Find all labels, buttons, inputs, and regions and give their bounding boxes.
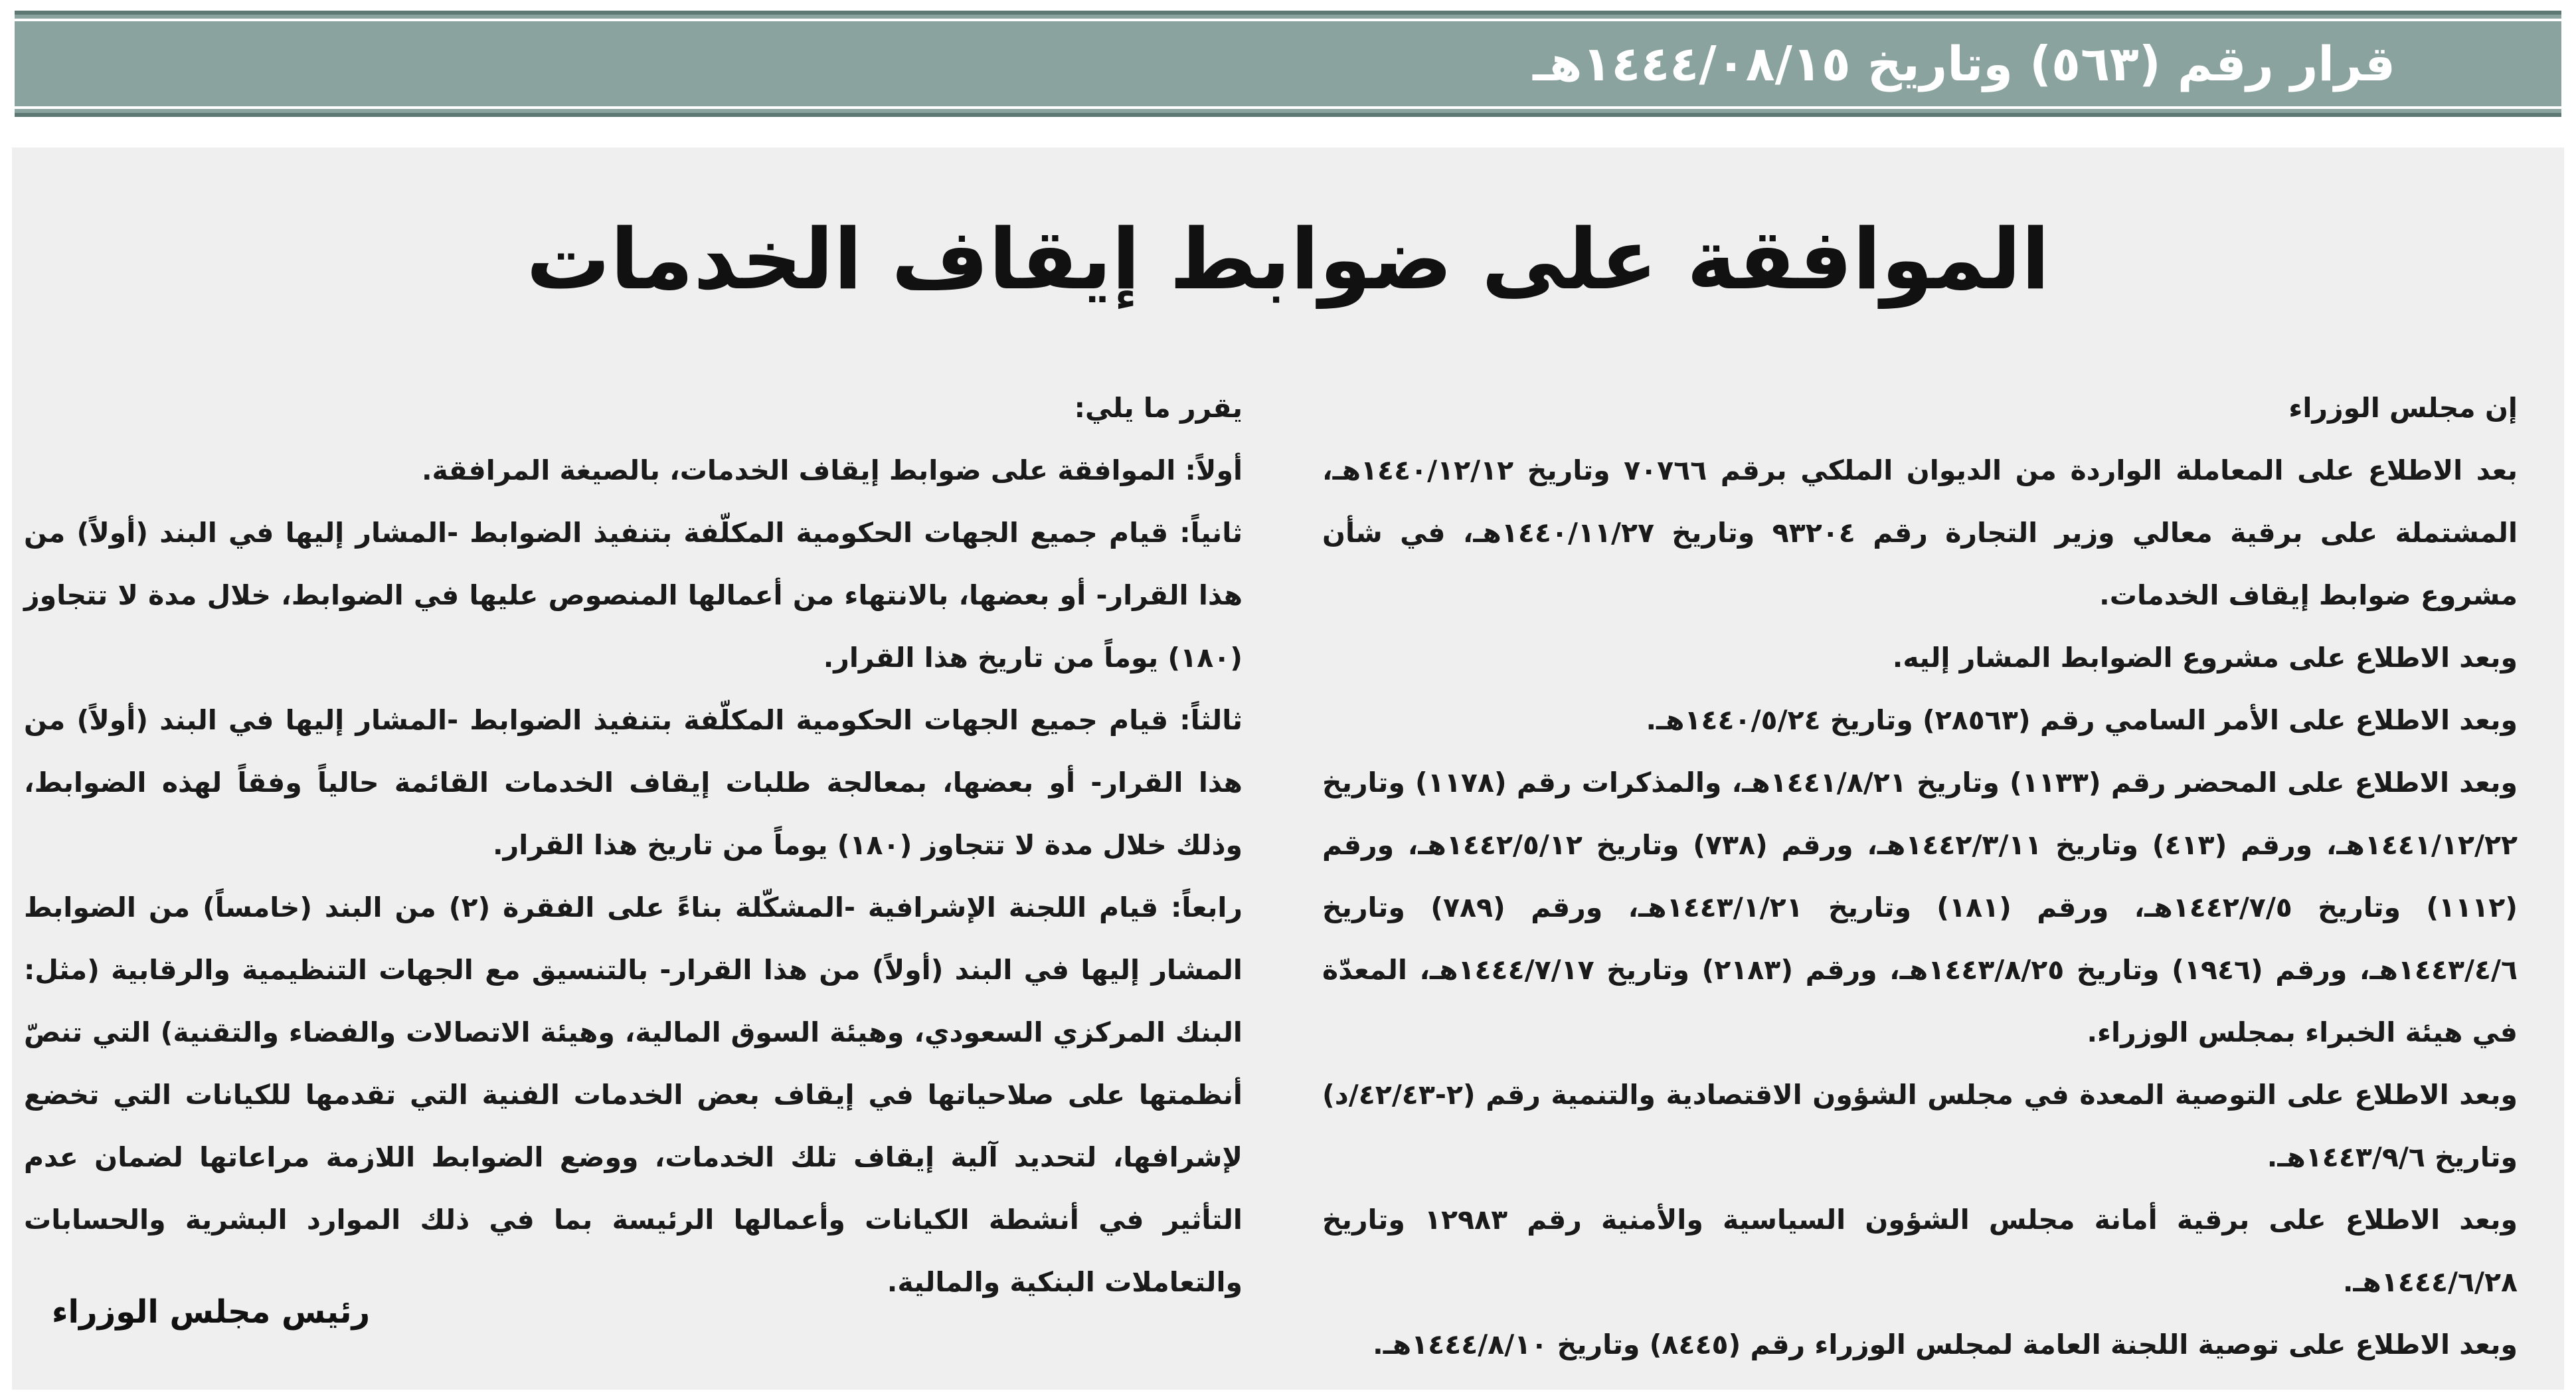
preamble-paragraph: وبعد الاطلاع على الأمر السامي رقم (٢٨٥٦٣) وتاريخ ١٤٤٠/٥/٢٤هـ. (1646, 704, 2518, 736)
document-panel (12, 147, 2564, 1390)
page-title: الموافقة على ضوابط إيقاف الخدمات (526, 211, 2050, 308)
decision-paragraph: يقرر ما يلي: (1074, 392, 1243, 424)
signature: رئيس مجلس الوزراء (52, 1293, 371, 1331)
decision-paragraph: ثالثاً: قيام جميع الجهات الحكومية المكلّفة بتنفيذ الضوابط -المشار إليها في البند (أولاً) من هذا القرار- أو بعضها، بمعالجة طلبات إيقاف الخدمات القائمة حالياً وفقاً لهذه الضوابط، وذلك خلال مدة لا تتجاوز (١٨٠) يوماً من تاريخ هذا القرار. (24, 704, 1243, 861)
preamble-paragraph: وبعد الاطلاع على التوصية المعدة في مجلس الشؤون الاقتصادية والتنمية رقم (٢-٤٢/٤٣/د) وتاريخ ١٤٤٣/٩/٦هـ. (1322, 1079, 2518, 1173)
preamble-paragraph: وبعد الاطلاع على مشروع الضوابط المشار إليه. (1892, 642, 2518, 674)
preamble-paragraph: وبعد الاطلاع على برقية أمانة مجلس الشؤون السياسية والأمنية رقم ١٢٩٨٣ وتاريخ ١٤٤٤/٦/٢٨هـ. (1322, 1204, 2518, 1298)
preamble-paragraph: وبعد الاطلاع على المحضر رقم (١١٣٣) وتاريخ ١٤٤١/٨/٢١هـ، والمذكرات رقم (١١٧٨) وتاريخ ١٤٤١/١٢/٢٢هـ، ورقم (٤١٣) وتاريخ ١٤٤٢/٣/١١هـ، ورقم (٧٣٨) وتاريخ ١٤٤٢/٥/١٢هـ، ورقم (١١١٢) وتاريخ ١٤٤٢/٧/٥هـ، ورقم (١٨١) وتاريخ ١٤٤٣/١/٢١هـ، ورقم (٧٨٩) وتاريخ ١٤٤٣/٤/٦هـ، ورقم (١٩٤٦) وتاريخ ١٤٤٣/٨/٢٥هـ، ورقم (٢١٨٣) وتاريخ ١٤٤٤/٧/١٧هـ، المعدّة في هيئة الخبراء بمجلس الوزراء. (1322, 767, 2518, 1048)
decision-column (24, 377, 1243, 1313)
preamble-paragraph: بعد الاطلاع على المعاملة الواردة من الديوان الملكي برقم ٧٠٧٦٦ وتاريخ ١٤٤٠/١٢/١٢هـ، المشتملة على برقية معالي وزير التجارة رقم ٩٣٢٠٤ وتاريخ ١٤٤٠/١١/٢٧هـ، في شأن مشروع ضوابط إيقاف الخدمات. (1322, 454, 2518, 611)
decision-header-banner (15, 11, 2561, 117)
preamble-paragraph: إن مجلس الوزراء (2288, 392, 2518, 424)
preamble-paragraph: وبعد الاطلاع على توصية اللجنة العامة لمجلس الوزراء رقم (٨٤٤٥) وتاريخ ١٤٤٤/٨/١٠هـ. (1373, 1329, 2518, 1360)
decision-paragraph: ثانياً: قيام جميع الجهات الحكومية المكلّفة بتنفيذ الضوابط -المشار إليها في البند (أولاً) من هذا القرار- أو بعضها، بالانتهاء من أعمالها المنصوص عليها في الضوابط، خلال مدة لا تتجاوز (١٨٠) يوماً من تاريخ هذا القرار. (24, 517, 1243, 674)
decision-number-date: قرار رقم (٥٦٣) وتاريخ ١٤٤٤/٠٨/١٥هـ (1533, 36, 2395, 92)
decision-paragraph: أولاً: الموافقة على ضوابط إيقاف الخدمات، بالصيغة المرافقة. (421, 454, 1243, 486)
preamble-column (1322, 377, 2518, 1376)
decision-paragraph: رابعاً: قيام اللجنة الإشرافية -المشكّلة بناءً على الفقرة (٢) من البند (خامساً) من الضوابط المشار إليها في البند (أولاً) من هذا القرار- بالتنسيق مع الجهات التنظيمية والرقابية (مثل: البنك المركزي السعودي، وهيئة السوق المالية، وهيئة الاتصالات والفضاء والتقنية) التي تنصّ أنظمتها على صلاحياتها في إيقاف بعض الخدمات الفنية التي تقدمها للكيانات التي تخضع لإشرافها، لتحديد آلية إيقاف تلك الخدمات، ووضع الضوابط اللازمة مراعاتها لضمان عدم التأثير في أنشطة الكيانات وأعمالها الرئيسة بما في ذلك الموارد البشرية والحسابات والتعاملات البنكية والمالية. (24, 891, 1243, 1298)
